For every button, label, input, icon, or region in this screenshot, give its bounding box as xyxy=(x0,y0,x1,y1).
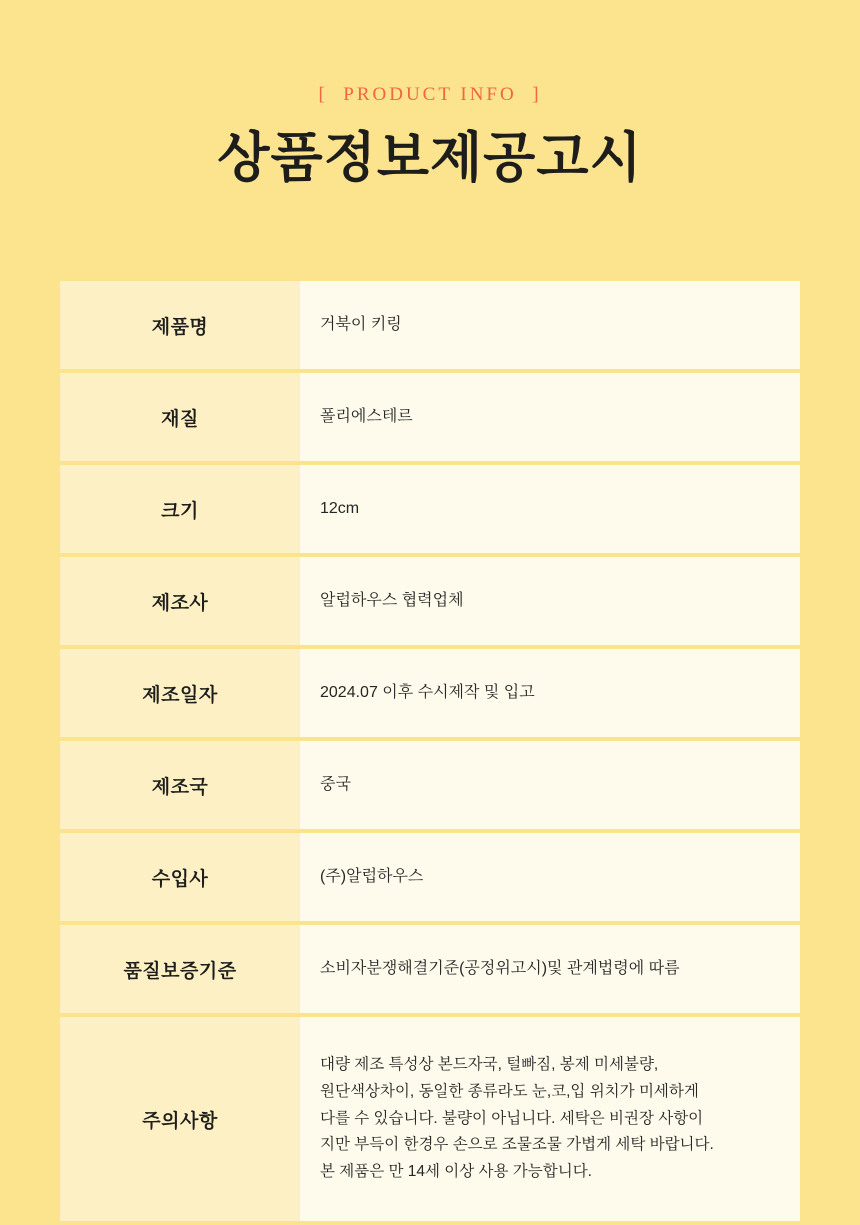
row-value-manufacturer: 알럽하우스 협력업체 xyxy=(300,557,800,645)
row-label-manufacturer: 제조사 xyxy=(60,557,300,645)
note-line: 다를 수 있습니다. 불량이 아닙니다. 세탁은 비권장 사항이 xyxy=(320,1109,704,1127)
row-value-notes xyxy=(300,1017,800,1221)
row-value-country-of-origin: 중국 xyxy=(300,741,800,829)
note-line: 원단색상차이, 동일한 종류라도 눈,코,입 위치가 미세하게 xyxy=(320,1083,699,1101)
note-line: 지만 부득이 한경우 손으로 조물조물 가볍게 세탁 바랍니다. xyxy=(320,1136,714,1154)
note-line: 대량 제조 특성상 본드자국, 털빠짐, 봉제 미세불량, xyxy=(320,1056,659,1074)
row-label-country-of-origin: 제조국 xyxy=(60,741,300,829)
table-row xyxy=(60,833,800,921)
row-value-importer: (주)알럽하우스 xyxy=(300,833,800,921)
table-row xyxy=(60,741,800,829)
row-value-size: 12cm xyxy=(300,465,800,553)
product-info-table xyxy=(60,277,800,1225)
table-body xyxy=(60,281,800,1221)
table-row-notes xyxy=(60,1017,800,1221)
table-row xyxy=(60,281,800,369)
table-row xyxy=(60,557,800,645)
row-label-product-name: 제품명 xyxy=(60,281,300,369)
row-value-manufacture-date: 2024.07 이후 수시제작 및 입고 xyxy=(300,649,800,737)
table-row xyxy=(60,465,800,553)
row-value-material: 폴리에스테르 xyxy=(300,373,800,461)
note-line: 본 제품은 만 14세 이상 사용 가능합니다. xyxy=(320,1162,592,1180)
row-value-product-name: 거북이 키링 xyxy=(300,281,800,369)
page-header xyxy=(0,0,860,187)
table-row xyxy=(60,373,800,461)
row-label-importer: 수입사 xyxy=(60,833,300,921)
eyebrow-label: [ PRODUCT INFO ] xyxy=(318,84,542,105)
row-label-manufacture-date: 제조일자 xyxy=(60,649,300,737)
row-label-size: 크기 xyxy=(60,465,300,553)
row-label-notes: 주의사항 xyxy=(60,1017,300,1221)
row-label-material: 재질 xyxy=(60,373,300,461)
row-label-warranty: 품질보증기준 xyxy=(60,925,300,1013)
table-row xyxy=(60,925,800,1013)
page-title: 상품정보제공고시 xyxy=(217,125,643,189)
row-value-warranty: 소비자분쟁해결기준(공정위고시)및 관계법령에 따름 xyxy=(300,925,800,1013)
table-row xyxy=(60,649,800,737)
